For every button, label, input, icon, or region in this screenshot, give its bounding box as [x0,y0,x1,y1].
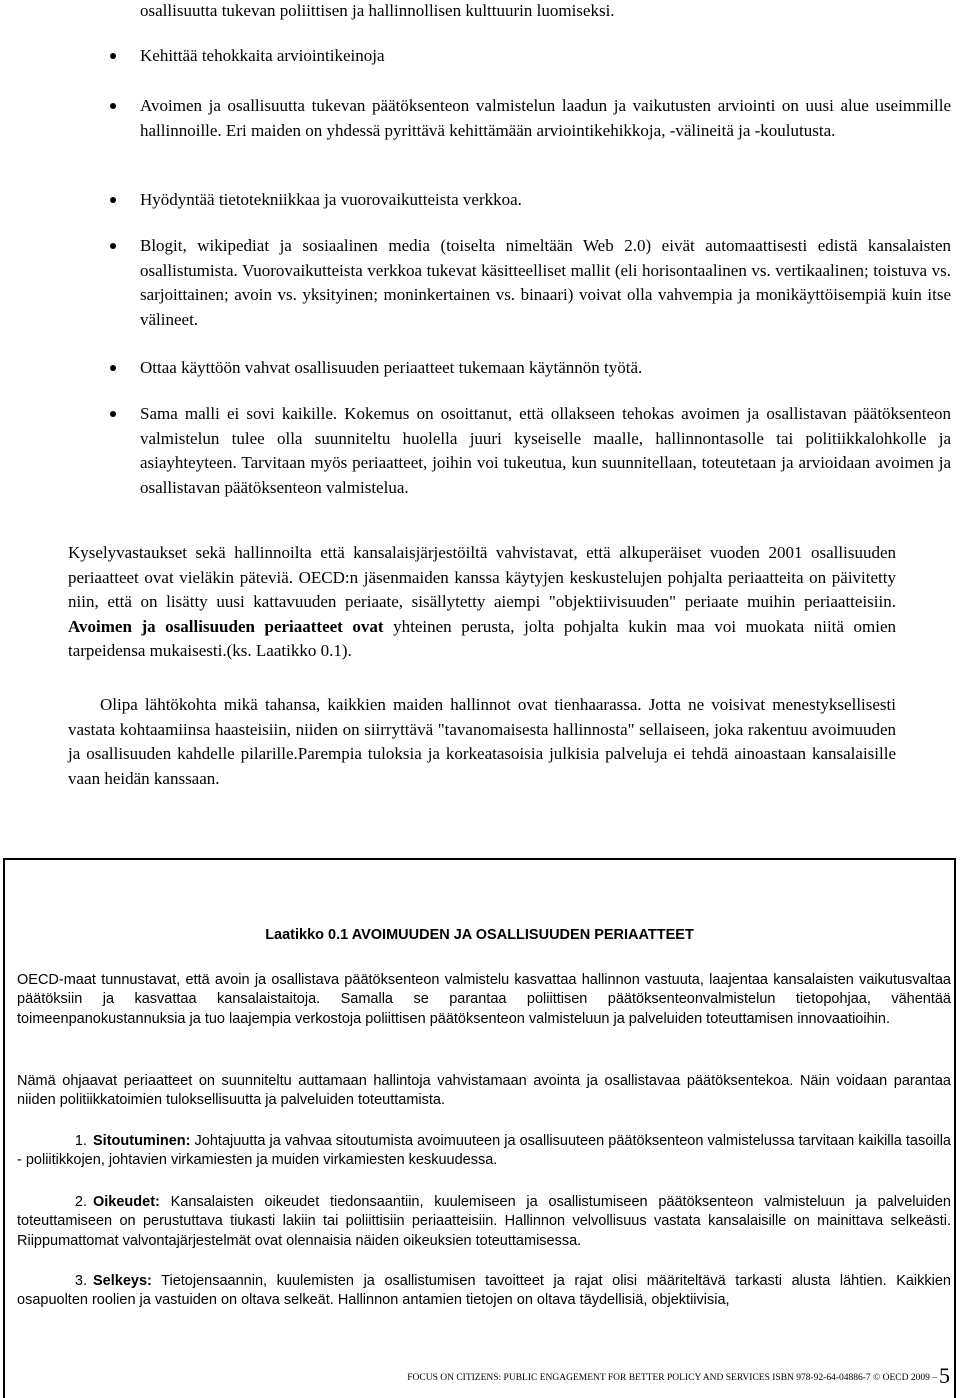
bullet-text: Kehittää tehokkaita arviointikeinoja [140,46,385,65]
bullet-icon [110,197,116,203]
principle-item [17,1272,951,1311]
bullet-item [0,234,951,332]
continued-text-line: osallisuutta tukevan poliittisen ja hallinnollisen kulttuurin luomiseksi. [140,1,615,20]
body-paragraph: Olipa lähtökohta mikä tahansa, kaikkien maiden hallinnot ovat tienhaarassa. Jotta ne voisivat menestyksellisesti vastata kohtaamiinsa haasteisiin, niiden on siirryttävä "tavanomaisesta hallinnosta" sellaiseen, joka rakentuu avoimuuden ja osallisuuden kahdelle pilarille.Parempia tuloksia ja korkeatasoisia julkisia palveluja ei tehdä ainoastaan kansalaisille vaan heidän kanssaan. [68,695,896,788]
bullet-icon [110,243,116,249]
bullet-icon [110,411,116,417]
principle-text: Johtajuutta ja vahvaa sitoutumista avoimuuteen ja osallisuuteen päätöksenteon valmistelussa tarvitaan kaikilla tasoilla - poliitikkojen, johtavien virkamiesten ja muiden virkamiesten keskuudessa. [17,1133,951,1169]
body-paragraph [68,541,896,664]
principle-text: Kansalaisten oikeudet tiedonsaantiin, kuulemiseen ja osallistumiseen päätöksenteon valmisteluun ja palveluiden toteuttamiseen on perustuttava tiukasti lakiin tai poliittisiin periaatteisiin. Hallinnon velvollisuus vastata kansalaisille on mainittava selkeästi. Riippumattomat valvontajärjestelmät ovat olennaisia näiden oikeuksien toteuttamisessa. [17,1194,951,1249]
bullet-icon [110,53,116,59]
principle-term: Oikeudet: [93,1194,160,1210]
item-number: 3. [74,1273,87,1289]
bullet-item [0,44,951,69]
principle-text: Tietojensaannin, kuulemisten ja osallistumisen tavoitteet ja rajat olisi määriteltävä tarkasti alusta lähtien. Kaikkien osapuolten roolien ja vastuiden on oltava selkeät. Hallinnon antamien tietojen on oltava täydellisiä, objektiivisia, [17,1273,951,1309]
bullet-text: Ottaa käyttöön vahvat osallisuuden periaatteet tukemaan käytännön työtä. [140,358,643,377]
bullet-text: Blogit, wikipediat ja sosiaalinen media (toiselta nimeltään Web 2.0) eivät automaattisesti edistä kansalaisten osallistumista. Vuorovaikutteista verkkoa tukevat käsitteelliset mallit (eli horisontaalinen vs. vertikaalinen; toistuva vs. sarjoittainen; avoin vs. yksityinen; moninkertainen vs. binaari) voivat olla vahvempia ja monikäyttöisempiä kuin itse välineet. [140,236,951,329]
bullet-item [0,94,951,143]
principles-box [3,858,956,1398]
box-paragraph: Nämä ohjaavat periaatteet on suunniteltu auttamaan hallintoja vahvistamaan avointa ja osallistavaa päätöksentekoa. Näin voidaan parantaa niiden politiikkatoimien tuloksellisuutta ja palveluiden toteuttamista. [17,1073,951,1109]
principle-item [17,1132,951,1171]
paragraph-text: Kyselyvastaukset sekä hallinnoilta että kansalaisjärjestöiltä vahvistavat, että alkuperäiset vuoden 2001 osallisuuden periaatteet ovat vieläkin päteviä. OECD:n jäsenmaiden kanssa käytyjen keskustelujen pohjalta periaatteita on päivitetty niin, että on lisätty uusi kattavuuden periaate, sisällytetty aiempi "objektiivisuuden" periaate muihin periaatteisiin. [68,543,896,611]
paragraph-bold-text: Avoimen ja osallisuuden periaatteet ovat [68,616,384,636]
paragraph-text: yhteinen perusta, jolta pohjalta kukin maa voi muokata niitä omien tarpeidensa mukaisesti.(ks. Laatikko 0.1). [68,616,896,660]
principle-term: Selkeys: [93,1273,152,1289]
box-title [5,927,954,943]
box-heading: AVOIMUUDEN JA OSALLISUUDEN PERIAATTEET [351,927,694,943]
bullet-icon [110,365,116,371]
bullet-text: Avoimen ja osallisuutta tukevan päätöksenteon valmistelun laadun ja vaikutusten arviointi on uusi alue useimmille hallinnoille. Eri maiden on yhdessä pyrittävä kehittämään arviointikehikkoja, -välineitä ja -koulutusta. [140,96,951,140]
item-number: 2. [74,1194,87,1210]
footer-text: FOCUS ON CITIZENS: PUBLIC ENGAGEMENT FOR BETTER POLICY AND SERVICES ISBN 978-92-64-04886-7 © OECD 2009 – [407,1373,937,1383]
bullet-icon [110,103,116,109]
bullet-item [0,188,951,213]
bullet-text: Hyödyntää tietotekniikkaa ja vuorovaikutteista verkkoa. [140,190,522,209]
box-label: Laatikko 0.1 [265,927,349,943]
bullet-item [0,402,951,500]
page-footer [290,1363,950,1389]
principle-term: Sitoutuminen: [93,1133,191,1149]
bullet-item [0,356,951,381]
page-number: 5 [939,1363,950,1388]
bullet-text: Sama malli ei sovi kaikille. Kokemus on osoittanut, että ollakseen tehokas avoimen ja osallistavan päätöksenteon valmistelun tulee olla suunniteltu huolella juuri kyseiselle maalle, hallinnontasolle tai politiikkalohkolle ja asiayhteyteen. Tarvitaan myös periaatteet, joihin voi tukeutua, kun suunnitellaan, toteutetaan ja arvioidaan avoimen ja osallistavan päätöksenteon valmistelua. [140,404,951,497]
item-number: 1. [74,1133,87,1149]
principle-item [17,1193,951,1251]
box-paragraph: OECD-maat tunnustavat, että avoin ja osallistava päätöksenteon valmistelu kasvattaa hallinnon vastuuta, laajentaa kansalaisten vaikutusvaltaa päätöksiin ja kasvattaa kansalaistaitoja. Samalla se parantaa poliittisen päätöksenteonvalmistelun tietopohjaa, vähentää toimeenpanokustannuksia ja tuo laajempia verkostoja poliittisen päätöksenteon valmisteluun ja palveluiden toteuttamisen innovaatioihin. [17,972,951,1027]
